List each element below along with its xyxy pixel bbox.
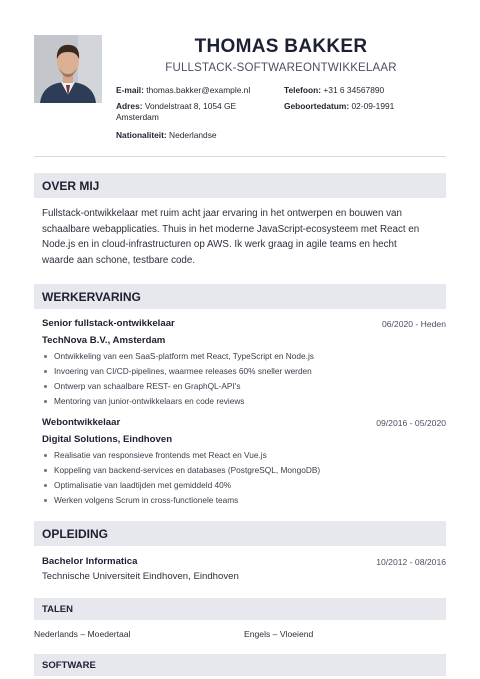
job-title: Senior fullstack-ontwikkelaar [42,318,175,329]
job-dates: 06/2020 - Heden [381,319,446,329]
list-item: Invoering van CI/CD-pipelines, waarmee releases 60% sneller werden [42,364,442,379]
list-item: Realisatie van responsieve frontends met React en Vue.js [42,448,442,463]
header-divider [34,156,446,157]
job-company: TechNova B.V., Amsterdam [42,335,166,346]
section-languages [34,598,446,620]
nationality-label: Nationaliteit: [116,130,167,140]
job-bullets [42,349,442,409]
list-item: Werken volgens Scrum in cross-functionele teams [42,493,442,508]
birthdate-label: Geboortedatum: [284,101,350,111]
section-education-heading: OPLEIDING [42,527,109,541]
phone-label: Telefoon: [284,85,322,95]
about-line: Node.js en in cloud-infrastructuren op AWS. Ik werk graag in agile teams en hecht [42,239,397,250]
job-dates: 09/2016 - 05/2020 [376,418,446,428]
email-value: thomas.bakker@example.nl [146,85,251,95]
section-languages-heading: TALEN [42,604,73,615]
about-line: schaalbare webapplicaties. Thuis in het moderne JavaScript-ecosysteem met React en [42,223,420,235]
section-about [34,173,446,198]
candidate-role: FULLSTACK-SOFTWAREONTWIKKELAAR [165,62,397,74]
about-line: Fullstack-ontwikkelaar met ruim acht jaar ervaring in het ontwerpen en bouwen van [42,208,402,219]
cv-header [34,34,446,152]
about-line: waarde aan schone, testbare code. [42,254,196,266]
job-company: Digital Solutions, Eindhoven [42,434,173,445]
job-bullets [42,448,442,508]
contact-phone [284,85,384,96]
list-item: Optimalisatie van laadtijden met gemiddeld 40% [42,478,442,493]
birthdate-value: 02-09-1991 [351,101,395,111]
address-line2: Amsterdam [116,112,159,122]
portrait-image [34,35,102,103]
phone-value: +31 6 34567890 [323,85,385,95]
contact-address [116,101,276,123]
list-item: Mentoring van junior-ontwikkelaars en code reviews [42,394,442,409]
list-item: Koppeling van backend-services en databases (PostgreSQL, MongoDB) [42,463,442,478]
education-degree: Bachelor Informatica [42,556,138,567]
nationality-value: Nederlandse [169,130,217,140]
education-school: Technische Universiteit Eindhoven, Eindhoven [42,571,239,582]
job-title: Webontwikkelaar [42,417,121,428]
section-experience-heading: WERKERVARING [42,290,141,304]
section-experience [34,284,446,309]
section-education [34,521,446,546]
education-dates: 10/2012 - 08/2016 [376,557,446,567]
section-software-heading: SOFTWARE [42,660,96,671]
contact-email [116,85,250,96]
list-item: Ontwerp van schaalbare REST- en GraphQL-API's [42,379,442,394]
address-label: Adres: [116,101,143,111]
candidate-name: THOMAS BAKKER [194,36,368,57]
email-label: E-mail: [116,85,144,95]
list-item: Ontwikkeling van een SaaS-platform met React, TypeScript en Node.js [42,349,442,364]
profile-photo [34,35,102,103]
contact-birthdate [284,101,394,112]
language-item: Engels – Vloeiend [244,629,314,639]
section-about-heading: OVER MIJ [42,179,100,193]
contact-nationality [116,130,217,141]
address-line1: Vondelstraat 8, 1054 GE [144,101,237,111]
section-software [34,654,446,676]
language-item: Nederlands – Moedertaal [34,629,131,639]
about-text [42,206,442,268]
